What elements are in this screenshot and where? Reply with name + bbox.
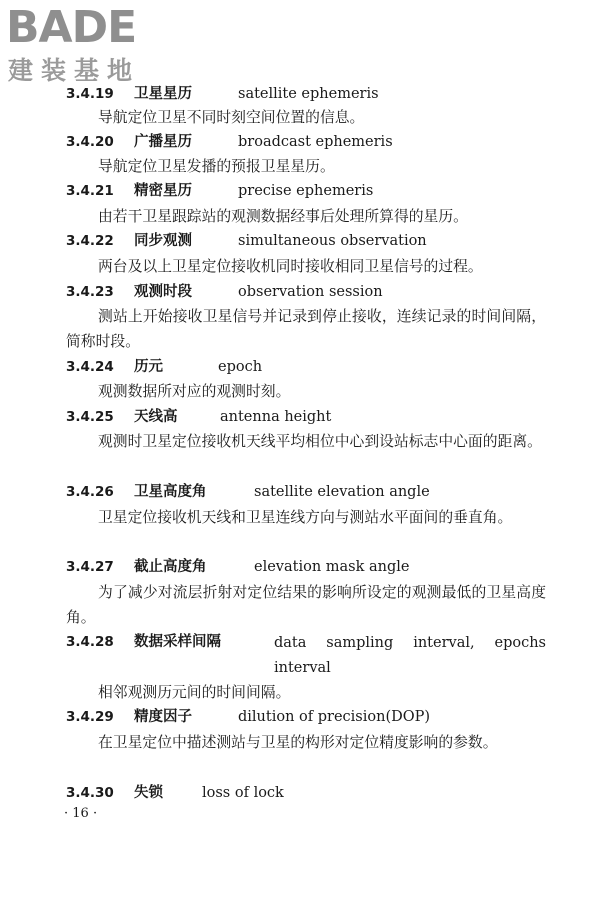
- term-english: data sampling interval, epochs interval: [274, 635, 546, 676]
- term-chinese: 观测时段: [134, 284, 192, 300]
- term-chinese: 历元: [134, 359, 163, 375]
- term-definition: 为了减少对流层折射对定位结果的影响所设定的观测最低的卫星高度角。: [66, 584, 546, 626]
- term-number: 3.4.24: [66, 359, 114, 375]
- term-chinese: 精密星历: [134, 183, 192, 199]
- term-chinese: 截止高度角: [134, 559, 207, 575]
- term-chinese: 失锁: [134, 785, 163, 801]
- term-definition: 由若干卫星跟踪站的观测数据经事后处理所算得的星历。: [98, 208, 468, 225]
- term-definition: 卫星定位接收机天线和卫星连线方向与测站水平面间的垂直角。: [98, 509, 513, 526]
- term-english: epoch: [218, 359, 263, 375]
- term-number: 3.4.22: [66, 233, 114, 249]
- term-english: simultaneous observation: [238, 233, 427, 249]
- term-english: loss of lock: [202, 785, 284, 801]
- term-chinese: 卫星星历: [134, 86, 192, 102]
- term-number: 3.4.27: [66, 559, 114, 575]
- term-definition: 两台及以上卫星定位接收机同时接收相同卫星信号的过程。: [98, 258, 483, 275]
- term-chinese: 卫星高度角: [134, 484, 207, 500]
- bade-logo: [6, 4, 176, 94]
- term-number: 3.4.20: [66, 134, 114, 150]
- term-english: precise ephemeris: [238, 183, 374, 199]
- term-definition: 导航定位卫星不同时刻空间位置的信息。: [98, 109, 365, 126]
- term-definition: 导航定位卫星发播的预报卫星星历。: [98, 158, 335, 175]
- page-number: · 16 ·: [64, 806, 98, 821]
- term-english: satellite elevation angle: [254, 484, 430, 500]
- term-definition: 观测数据所对应的观测时刻。: [98, 383, 291, 400]
- logo-subtitle: 建装基地: [8, 56, 141, 85]
- term-english: observation session: [238, 284, 383, 300]
- term-english: elevation mask angle: [254, 559, 410, 575]
- term-number: 3.4.29: [66, 709, 114, 725]
- term-english: broadcast ephemeris: [238, 134, 393, 150]
- term-chinese: 同步观测: [134, 233, 192, 249]
- term-definition: 在卫星定位中描述测站与卫星的构形对定位精度影响的参数。: [98, 734, 498, 751]
- term-definition: 相邻观测历元间的时间间隔。: [98, 684, 291, 701]
- term-chinese: 广播星历: [134, 134, 192, 150]
- term-number: 3.4.23: [66, 284, 114, 300]
- term-definition: 测站上开始接收卫星信号并记录到停止接收，连续记录的时间间隔，简称时段。: [66, 308, 546, 350]
- term-number: 3.4.25: [66, 409, 114, 425]
- term-number: 3.4.19: [66, 86, 114, 102]
- term-number: 3.4.28: [66, 634, 114, 650]
- term-english: satellite ephemeris: [238, 86, 379, 102]
- term-definition: 观测时卫星定位接收机天线平均相位中心到设站标志中心面的距离。: [98, 433, 542, 450]
- term-number: 3.4.21: [66, 183, 114, 199]
- term-number: 3.4.26: [66, 484, 114, 500]
- term-chinese: 精度因子: [134, 709, 192, 725]
- term-chinese: 天线高: [134, 409, 178, 425]
- term-english: dilution of precision(DOP): [238, 709, 431, 725]
- term-chinese: 数据采样间隔: [134, 634, 221, 650]
- term-number: 3.4.30: [66, 785, 114, 801]
- logo-wordmark: BADE: [6, 2, 137, 53]
- term-english: antenna height: [220, 409, 332, 425]
